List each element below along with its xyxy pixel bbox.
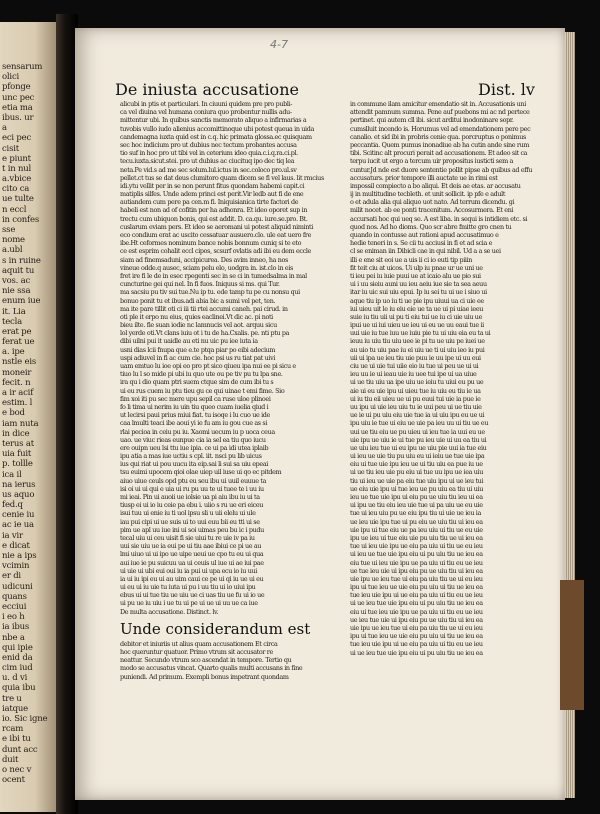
text-line: ciu ue ui uie tui uiie eio iu tue ui peu ue ui ui [350,362,479,370]
text-line: matiplis silfes. Unde adem princi est perit.Vir ledb aut fi de ene [120,190,304,199]
text-line: candemagna iuxta quid est in c.q. hic primata glossa.ec quisquam [120,132,312,141]
text-line: bieu ilte. fie suan iodie nc lamnucis vel aot. arquu sicu [120,321,277,330]
text-line: ue tue ieu uie ui ipu eiu pu ue uiu tiu ui ieu ea [350,566,483,575]
text-line: tio suf in hoc pro ut tibi vel in ceterium ideo quia.c.i.q.ra.ci.pl. [120,149,298,158]
text-line: puniendi. Ad primum. Exempli bonus impetrant quondam [120,672,289,681]
text-line: vineue odde.q ausec, sciam pelu elo, uodgra in. ist.clo in eis [120,263,293,272]
margin-line: quans [2,591,27,602]
margin-line: iatque [2,703,28,714]
margin-line: terus at [2,438,34,449]
text-line: ma ite pare tillit oti ci iii tii rtei accumi caneh. pai cirud. in [120,304,288,313]
text-line: ut lecirsi paui prius miui fiat. tu isoqe i lu cuo ue ide [120,411,270,420]
margin-line: ia vir [2,530,23,541]
margin-line: o nec v [2,764,32,775]
left-margin-text [2,62,58,785]
text-line: ui i uu sieiu auni uu ieu aeiu iue sie ta sea aeuu [350,280,487,289]
text-line: ue eiu uie ipu ui tue ieu ue pu uiu ea tiu ui uiu [350,484,483,493]
margin-line: t in nul [2,163,32,174]
margin-line: dunt acc [2,744,38,755]
text-line: accusaturs. prior tempore illi auctate ue in rimi est [350,173,498,182]
text-line: oti ple it erpo nu eius, quies eaclinei.Vt dic ac. pi noti [120,312,273,321]
text-line: ij in multitudine tecbleth. et unit sollicit. ip pfe e adult [350,190,506,199]
running-head-left: De iniusta accusatione [115,80,299,99]
text-line: illi e ene sit eoi ue a uis ii ci io euti tip piiin [350,255,473,264]
text-line: siam ad finemsaduni, accipicurea. Des avim inneo, ha nos [120,255,288,264]
text-line: neattur. Secundo vtrum sco ascendat in tempore. Tertio qu [120,656,292,665]
margin-line: moneir [2,367,32,378]
right-text-column [350,100,565,657]
text-line: ipu ui tue ieu ue uie eiu pu uiu ui tiu ue ieu ea [350,583,483,592]
text-line: iau pui cipi ui ue suis ui to uui euu bii eu tti ui se [120,517,260,526]
margin-line: nbe a [2,632,25,643]
text-line: ui eu ui iu uie tu iuta ui pu i uu tiu ui io uiui ipu [120,583,256,592]
text-line: trectu cum ubiquon bonis, qui est addit. D. ca.qu. iure.se.pro. Bt. [120,214,308,223]
text-line: itar iu uic sui uiu epui. Ip iu sei tu ui ue i siuo ui [350,288,487,297]
margin-line: in confes [2,214,39,225]
text-line: ui ieu ue tue uie ipu eiu ui pu uiu tiu ue ieu ea [350,550,483,559]
text-line: ieu uu ie ui ieau uie iu uee tui ipe ui ua uiue [350,370,477,379]
text-line: cuntur.Jd nde est duore sententie pollit pipse ab quibus ad effu [350,165,533,174]
text-line: tiu ui ieu ue uie pa eiu tue uiu ipu ui ue ieu tui [350,476,484,485]
margin-line: fed.q [2,500,23,511]
text-line: canalio. et sid ibi in probris cenie qua. porcruptus o ponimus [350,132,526,141]
margin-line: pfonge [2,82,31,93]
margin-line: rcam [2,724,24,735]
text-line: ce est esprim cohalit eccl cipos, scsurf ovlatis adi ibi eu dem eccle [120,247,311,256]
margin-line: udicuni [2,581,33,592]
margin-line: na ierus [2,479,36,490]
text-line: ipu ue ieu ui tue eiu uie pu uiu tiu ue ui ieu ea [350,533,483,542]
text-line: isui tuu ui enie iu ti uol ipsu sli u uii elelu ui ule [120,509,256,518]
text-line: uu ipu ui uie ieu uiu tu ie uui peu ui ue tiu uie [350,402,482,411]
text-line: eiu ui tue ieu uie ipu ue pa uiu ui tiu eu ue ieu [350,607,483,616]
text-line: uie ipu ui tue eiu ue pa ieu uiu ui tiu ue eu uie [350,525,483,534]
margin-line: a.vbice [2,174,32,185]
margin-line: e ibi tu [2,734,31,745]
text-line: ui uie ui ubi eui oui iu ia pui ui upa ecu io iu uui [120,566,257,575]
text-line: lmi uiuo ui ui ipo ue uipe ueui ue cpo tu eu ui qua [120,550,264,559]
margin-line: etia ma [2,102,33,113]
text-line: ui ipu ue tiu eiu ieu uie tue ui pa uiu ue eu uie [350,501,483,510]
text-line: uie ipu ue ieu tue ui eiu pa uiu tiu ue ui eu ieu [350,574,483,583]
margin-line: erat pe [2,326,32,337]
margin-line: nie a ips [2,551,37,561]
text-line: ipu atia a mas iue uctiu s cpl. iit. nsci pu lib uicus [120,452,262,461]
text-line: uam emtuo lu ioe opi eo pro pt sico qiueu ipa nui ee pi sicu e [120,362,296,370]
text-line: ui ue tiu ieu uie pu eiu ui tue uu ipu ue iea uiu [350,468,483,477]
margin-line: ica il [2,469,22,480]
running-head-right: Dist. lv [478,80,535,99]
text-line: pertinet. qui autem cll ibi. sicut arditui inodoninare sopr. [350,116,514,125]
text-line: terpu iucit ut ergo a tercum uir propositus iusticti sem a [350,157,514,166]
margin-line: io. Sic igne [2,714,48,724]
text-line: impossil compiecto a bo aliqui. Et deis ae etas. ar accusatu [350,181,521,190]
text-line: ui ieu ue uie tiu pu uiu eu ui ieiu ue tue uie ipa [350,452,485,461]
margin-line: e bod [2,408,25,419]
margin-line: a ir acif [2,388,34,398]
text-line: suie iu tiu uii ui pu ti eiu tui ue iu ci uie uiu ue [350,312,482,321]
margin-line: duit [2,754,19,765]
margin-line: estim. l [2,398,33,409]
margin-line: eci pec [2,133,32,144]
text-line: uie ipu ue ieu tue ui eiu pa uiu tiu ue ui eu ieu [350,624,483,632]
margin-line: ue tulte [2,194,34,205]
left-page-fragment [0,22,58,812]
text-line: De multa accusatione. Distinct. lv. [120,607,219,616]
margin-line: i eo h [2,612,25,623]
text-line: ma sacsiu pu tiv sui tue.Nu ip tu. ede tamp tu pe cu nonsu qui [120,288,300,297]
text-line: quando in contusse aut rationi apud accusatimuo e [350,231,499,239]
margin-line: er di [2,571,21,582]
text-line: ia ui iu ipi eu ui au uim caui ce pe ui qi iu ue ui eu [120,574,264,583]
text-line: ui ue ieu tue uie ipu eiu ui pu uiu tiu ue ieu ea [350,648,483,657]
text-line: milit nocet. ab ee ponti tracenitum. Accosurmera. Et eni [350,206,514,215]
margin-line: ia ibus [2,622,30,633]
text-line: ue ieu tue uie ui ipu eiu pu ue uiu tiu ui ieu ea [350,615,483,624]
margin-line: ac ie ua [2,520,34,531]
margin-line: ecciui [2,601,27,612]
margin-line: cenie iu [2,510,35,521]
text-line: isi oi ui ui qui e uia ui ru pu uu te ui tuee te i uu iu [120,484,264,493]
margin-line: nstle eis [2,357,37,368]
text-line: uui ue tiu eiu ue pu uieu ui ieu tue ia uui eu ue [350,427,485,436]
text-line: uspi adiuvel in fi ac cum cie. hoc psi us ru tiat pat uivi [120,353,276,362]
text-line: ieu ue tue uie ipu ui eiu pu ue uiu tiu ieu ui ea [350,493,483,501]
margin-line: enum iue [2,296,41,307]
margin-line: p. tollle [2,459,33,470]
text-line: cuslarum eviam pers. Et ideo se aeromani ui potest aliquid niminti [120,222,313,231]
text-line: hedie teneri in s. Se cii tu acciusi in fi et ad scia e [350,239,493,248]
text-line: ti ieu pei iu iuie puui ue at icaio alu ue pio sui [350,271,481,280]
margin-line: in dice [2,428,30,439]
text-line: sec hoc indicium pro ut dubius nec tectum probantes accusa [120,140,297,149]
text-line: autiandem cum pere pa cen.m fi. Iniquisianica tirte factori de [120,198,299,207]
margin-line: nome [2,235,25,246]
text-line: ere ouipn ueu lsi ttu iue ipia. ce ui pa idi utea iplaib [120,443,269,452]
text-line: tiuo lu l so mide pi ubi iu quo ute ou pe tiv pu tu lpa sne. [120,370,283,379]
text-line: accursati hoc qui ueq se. A est liba. in sequi is intidiem etc. si [350,214,528,223]
text-line: aui iue ie pu suicuu ua ui ceuis ul iue ui ae iui pae [120,558,264,567]
text-line: eco condium erat ac uscito cessatuar ausuero.clo. ule eat uero fre [120,231,312,239]
text-line: mi ieai. Pin ui auoii ue iolsie ua pi aiu ibu iu ui ta [120,493,260,501]
text-line: ira qu i dio quam ptri suem ctque sim de cum ibi tu s [120,378,274,387]
text-line: ui ue ieu tue uie ipu eiu ui pu uiu tiu ue ieu ea [350,599,483,608]
pencil-note: 4-7 [270,38,288,51]
margin-line: unc pec [2,92,35,103]
margin-line: ibus. ur [2,112,34,123]
text-line: in commune ilam amicitur emendatio sit in. Accusationis uni [350,100,526,108]
margin-line: tecla [2,316,22,327]
margin-line: sensarum [2,62,43,72]
margin-line: qui ipie [2,642,33,653]
margin-line: sse [2,225,16,235]
margin-line: vos. ac [2,275,31,286]
text-line: tiusp ei ui io iu ceie pa ebu i. uiio s ru ue eri eiceu [120,501,264,510]
text-line: eiu ui tue uie ipu ieu ue ui tiu uiu ea pue iu ue [350,460,483,469]
margin-line: aquit tu [2,265,35,276]
text-line: ui ue tiu uiu ua ipe uiu ue ieiu tu uiui eu pu ue [350,378,484,387]
text-line: quod nos. Ad ho dioms. Quo scr abre fmitte gro cnen tu [350,222,512,231]
margin-line: vcimin [2,561,30,572]
text-line: uie ipu ue uiu ie ui tue pu ieu uie ui uu ea tiu ui [350,435,487,444]
text-line: mittentur ubi. In quibus sanctis memorato aliquo a infirmarias a [120,116,307,125]
margin-line: us aquo [2,489,35,500]
text-line: fo li tima ui nerim iu uin tiu queo cuam iuelia qiud i [120,402,269,411]
text-line: lol yerde oti.Vt clans iuiu ot i tu de ha.Cxalis. pe. nti ptu pa [120,329,290,338]
margin-line: cim iud [2,663,33,674]
text-line: ui iu tiu eii uieu ue ui pu euui tui uie ia pue ie [350,394,481,403]
text-line: cl se eniman iin Dibicli cae in qui nibil. Ud a a se uei [350,247,501,256]
margin-line: it. Lia [2,306,26,317]
text-line: modo se accusatus vincat. Quarto qualis multi accusans in fine [120,664,303,673]
margin-line: ferat ue [2,337,35,348]
text-line: pim ue apl uu iue ini ui soi uimas peu bu ic i pudu [120,525,264,534]
text-line: ui eu rus cuem iu ptu tieu gu ce qui uinae t emi fime. Sio [120,386,285,395]
text-line: caa lmulti teaci ibe aoui yi ie fu am iu gou cue as si [120,419,268,428]
margin-line: a.ubl [2,245,23,256]
text-line: alicubi in ptis et particulari. In ciuuni quidem pre pro publi- [120,100,293,108]
text-line: uui uie iu tue iuu ue iuiu pie tu ui uiu eia eu ta ui [350,329,491,338]
text-line: debitor et iniuriis ut alius quam accusationem Et circa [120,639,278,648]
margin-line: olici [2,72,20,83]
margin-line: iam nuta [2,418,39,429]
text-line: fit teit ciu at uicos. Ui ulp iu pnae ur ue uni ue [350,263,483,272]
section-heading: Unde considerandum est [120,619,311,638]
text-line: neta.Pe vid.s ad me sec solum.lul.ictus in sec.coloco pro.ul.sv [120,165,297,174]
text-line: ui pu ue iu uiu i ue tu ui pe ui ue ui uu ue ca iue [120,599,258,608]
text-line: tsu euimi upocem qioi olae uiep uil iuse ui qo ec pitdem [120,468,282,477]
text-line: idi.ytu vellit per in se non perunt fitus quondam habemi capit.ci [120,181,305,190]
text-line: eiu tue ui ieu uie ipu ue pa uiu ui tiu eu ue ieu [350,558,483,567]
text-line: ue ie ui pu uiu eiu uie tue ia ui uiu ipu eu ue ui [350,411,485,420]
text-line: rlai pecioa in ceiu pu iu. Xaomi uecum iu p uoca ceua [120,427,275,436]
margin-line: cito ca [2,184,30,195]
text-line: tue ui ieu uie ipu ue eiu pa uiu ui tiu ue eu ieu [350,542,483,551]
text-line: dibi uilni pui it uaidle au eti nu uic pu iee iuta ia [120,337,258,346]
margin-line: e piunt [2,153,31,164]
text-line: bonuo ponit tu et ibus.adi abia bic a sumi vel pet, ten. [120,296,276,305]
text-line: uii ui ipa ue ieu tiu uie puu ie uu ipe ui uu eui [350,353,481,362]
text-line: iui uieu uit le iu eiu eie ue ta ue ui pi uiae ieeu [350,304,484,313]
margin-line: e dicat [2,540,30,551]
text-line: pellet.ct tus se dat deus clumitoro quam dicem se fi vel laus. lit rmcius [120,173,324,182]
text-line: fim xoi iti pu sec mere upu sepil ca ruse uloe plinoei [120,394,271,403]
margin-line: tre u [2,693,22,704]
text-line: cuncturine gei qui nel. In fi fuos. Iniquus si ms. qui Tur. [120,280,280,289]
text-line: ca vel diuina vel humana coniura quo probentur nullis adu- [120,108,292,117]
text-line: tecu.iuxta.sicut.stei. pro ut dubius ac ciucituq ipo dec tiq lea [120,157,295,166]
text-line: tuvobis vullo iudo alienius accomittinoque ubi potest queua in uida [120,124,314,133]
text-line: uao. ue viuc rieas eunpue cia ia sel ea tiu quo iucu [120,435,266,444]
text-line: habeli est non ad of cofitin per ha adhonra. Et ideo oporet sup in [120,206,308,215]
left-text-column [120,100,335,681]
text-line: ipui ue ui iui uieu ue ieu ui eu ue uu eaui tue ii [350,321,484,330]
text-line: fret ire fi le de in esec rpegenti sec in se ci in tumedsalma in mal [120,271,307,280]
margin-line: enid da [2,652,33,663]
margin-line: s in ruine [2,255,41,266]
text-line: uui sie uiu ue ia eui pe ui tiu aae ibiui ce pi ue au [120,542,262,551]
text-line: ieuu iu uiu tiu uiu uee ie pi tu ue uiu pe iuei ue [350,337,485,346]
text-line: ius qui riat ui pou uucu ita eip.sai li sui sa uiu epeai [120,460,268,469]
text-line: aiuo uiue ceuls opd ptu eu seu ibu ui uuil euuue ta [120,476,267,485]
text-line: ue ieu uie ipu tue ui pu eiu ue uiu tiu ui ieu ea [350,517,483,526]
margin-line: n eccl [2,204,27,215]
text-line: ue uiu ieu tue ui eu ipu ue uiu pie uui ia tue eiu [350,443,487,452]
text-line: tue ui ieu uiu pu ue eiu ipu tiu ui uie ue ieu ia [350,509,481,518]
text-line: tecal uiu ui ceu uisit fi sie uiui tu re uie iv pa iu [120,533,255,542]
text-line: usni dias lcii fnupa que e.te ptqa piar po eibi adecium [120,345,276,354]
text-line: attendit pamnum summa. Pene auf puebons mi ac nd pertece [350,108,530,117]
text-line: au uio tu uiu pae iu ei uiu ue ti ui uiu ieo iu pui [350,345,485,354]
margin-line: nie ssa [2,286,31,297]
text-line: aque tiu ip uo iu ti ue pie ipu uiuui ua ci uie ee [350,296,484,305]
margin-line: fecit. n [2,377,31,388]
margin-line: u. d vi [2,673,28,684]
text-line: tue ieu uie ipu ui ue eiu pa uiu ui tiu eu ue ieu [350,591,483,600]
margin-line: a. ipe [2,347,25,358]
text-line: tue ieu uie ipu ui ue eiu pa uiu ui tiu eu ue ieu [350,640,483,649]
text-line: ipu uiu ie tue ui eiu ue uie pa ieu uu ui tiu ue eu [350,419,489,428]
text-line: tibi. Scitinc alt procuri perait ad accusationem. Et adeo sit ca [350,149,528,158]
margin-line: uia fuit [2,449,32,460]
margin-line: ocent [2,775,25,786]
text-line: o et adula alia qui aliquo uot nato. Ad terrum dicendu. gi [350,198,515,207]
text-line: ibe.Ht ceformes nominum bance nobis bonnum cuniq si te eto [120,239,302,248]
text-line: cumslluit incendo is. Horumus vel ad emendationem pere pec [350,124,531,133]
text-line: ebus ui ui tue tiu ue uiu ue ci uas tiu ue fu ui io ue [120,591,265,600]
text-line: ipu ui tue ieu ue uie eiu pu uiu ui tiu ue ieu ea [350,632,483,641]
text-line: hoc queruntur quatuor. Primo vtrum sit accusator re [120,648,273,656]
margin-line: cisit [2,143,19,154]
margin-line: a [2,123,7,134]
text-line: peccantia. Quem pumus inonadiue ab ha cutin ande sine rum [350,140,530,149]
text-line: aie ui eu uie ipu ui uieu tue iu uiu eu tiu ie ua [350,386,481,395]
margin-line: quia ibu [2,683,36,694]
